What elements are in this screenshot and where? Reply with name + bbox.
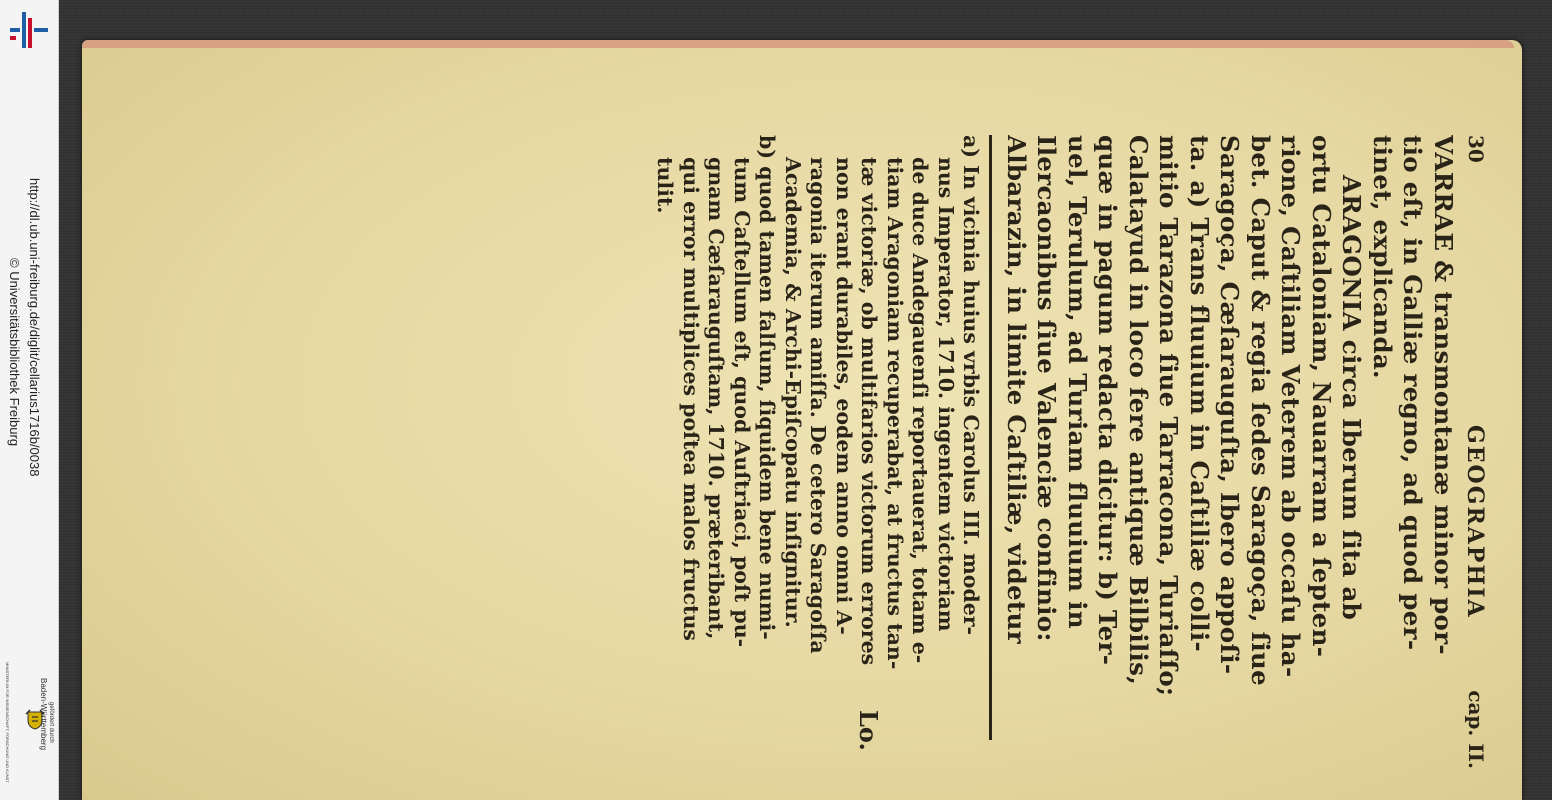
note-line: non erant durabiles, eodem anno omni A-: [832, 157, 856, 635]
note-line: nus Imperator, 1710. ingentem victoriam: [934, 157, 958, 632]
note-line: qui error multiplices poſtea malos fructus: [679, 157, 703, 641]
note-line: b) quod tamen falſum, ſiquidem bene numi-: [755, 135, 780, 640]
funding-label: gefördert durch: [48, 702, 54, 743]
record-url-link[interactable]: http://dl.ub.uni-freiburg.de/diglit/cellarius1716b/0038: [27, 178, 42, 477]
text-line: tio eſt, in Galliæ regno, ad quod per-: [1398, 135, 1428, 651]
text-line: mitio Tarazona ſiue Tarracona, Turiaſſo;: [1154, 135, 1184, 697]
note-line: tiam Aragoniam recuperabat, at fructus tan-: [883, 157, 907, 670]
page-header: [1458, 135, 1492, 775]
text-line: quæ in pagum redacta dicitur: b) Ter-: [1093, 135, 1123, 666]
copyright-notice: © Universitätsbibliothek Freiburg: [7, 258, 22, 447]
note-line: a) In vicinia huius vrbis Carolus III. moder-: [959, 135, 984, 636]
footnote-rule: [990, 135, 993, 740]
page-number: 30: [1464, 135, 1488, 163]
text-line: Saragoça, Cæſarauguſta, Ibero appoſi-: [1215, 135, 1245, 675]
text-line: ortu Cataloniam, Nauarram a ſepten-: [1307, 135, 1336, 658]
text-line: tinet, explicanda.: [1368, 135, 1397, 379]
running-title: GEOGRAPHIA: [1462, 425, 1488, 619]
text-line: uel, Terulum, ad Turiam fluuium in: [1063, 135, 1092, 629]
text-line: Calatayud in loco fere antiquæ Bilbilis,: [1124, 135, 1153, 686]
catchword: Lo.: [854, 710, 883, 751]
main-text: [1001, 135, 1459, 775]
text-line: ta. a) Trans fluuium in Caſtiliæ colli-: [1185, 135, 1214, 652]
text-line: bet. Caput & regia ſedes Saragoça, ſiue: [1246, 135, 1275, 687]
note-line: tæ victoriæ, ob multifarios victorum errores: [857, 157, 882, 666]
library-logo-icon[interactable]: [6, 8, 50, 52]
note-line: ragonia iterum amiſſa. De cetero Saragoſſa: [806, 157, 831, 654]
funding-badge[interactable]: [2, 660, 56, 795]
note-line: de duce Andegauenſi reportauerat, totam e-: [908, 157, 933, 664]
page-text-block: [252, 135, 1492, 775]
note-line: tum Caſtellum eſt, quod Auſtriaci, poſt pu-: [730, 157, 754, 648]
viewer-sidebar: [0, 0, 59, 800]
note-line: gnam Cæſarauguſtam, 1710. præteribant,: [704, 157, 729, 640]
text-line: Ilercaonibus ſiue Valenciæ confinio:: [1032, 135, 1062, 642]
text-line: ARAGONIA circa Iberum ſita ab: [1337, 175, 1367, 621]
footnotes: [652, 135, 984, 775]
note-line: Academia, & Archi-Epiſcopatu inſignitur.: [781, 157, 805, 628]
note-line: tulit.: [653, 157, 678, 214]
text-line: VARRAE & transmontanæ minor por-: [1429, 135, 1458, 655]
text-line: Albarazin, in limite Caſtiliæ, videtur: [1002, 135, 1031, 644]
state-name: Baden-Württemberg: [39, 678, 48, 751]
ministry-name: MINISTERIUM FÜR WISSENSCHAFT, FORSCHUNG UND KUNST: [5, 662, 10, 783]
chapter-marker: cap. II.: [1464, 690, 1488, 769]
text-line: rione, Caſtiliam Veterem ab occaſu ha-: [1276, 135, 1306, 678]
page-edge: [82, 40, 1514, 48]
